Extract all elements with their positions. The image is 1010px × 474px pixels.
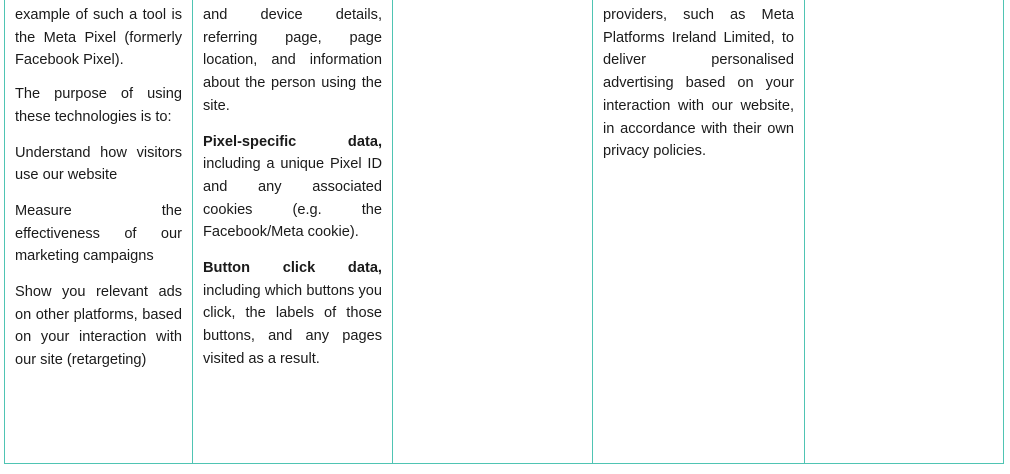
table-cell-empty xyxy=(805,0,1003,463)
button-data-label: Button click data, xyxy=(203,260,382,277)
cell-paragraph: example of such a tool is the Meta Pixel (formerly Facebook Pixel). xyxy=(15,7,182,69)
table-cell-data-collected xyxy=(193,0,393,463)
table-cell-empty xyxy=(393,0,593,463)
table-cell-purpose xyxy=(5,0,193,463)
cell-paragraph: Show you relevant ads on other platforms, based on your interaction with our site (retargeting) xyxy=(15,284,182,369)
cell-paragraph: Measure the effectiveness of our marketing campaigns xyxy=(15,202,182,265)
cell-paragraph: providers, such as Meta Platforms Ireland Limited, to deliver personalised advertising based on your interaction with our website, in accordance with their own privacy policies. xyxy=(603,7,794,160)
button-data-text: including which buttons you click, the labels of those buttons, and any pages visited as a result. xyxy=(203,282,382,367)
cell-paragraph: The purpose of using these technologies is to: xyxy=(15,86,182,125)
cell-paragraph: and device details, referring page, page location, and information about the person using the site. xyxy=(203,7,382,114)
cell-paragraph xyxy=(203,257,382,371)
table-cell-sharing xyxy=(593,0,805,463)
privacy-table xyxy=(4,0,1004,464)
cell-paragraph xyxy=(203,131,382,245)
pixel-data-text: including a unique Pixel ID and any associated cookies (e.g. the Facebook/Meta cookie). xyxy=(203,156,382,241)
pixel-data-label: Pixel-specific data, xyxy=(203,133,382,150)
cell-paragraph: Understand how visitors use our website xyxy=(15,144,182,184)
